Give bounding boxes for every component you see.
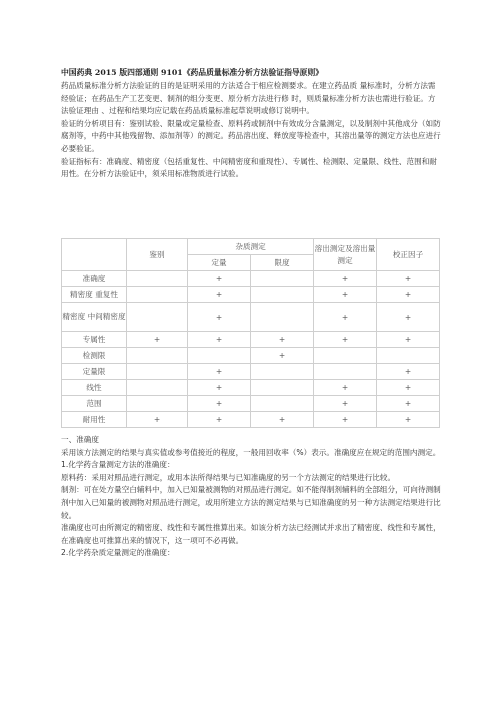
table-cell: + [377,303,440,332]
row-label: 耐用性 [62,412,127,428]
table-cell [377,348,440,364]
raw-material-text: 原料药：采用对照品进行测定，或用本法所得结果与已知准确度的另一个方法测定的结果进行比较。 [61,472,396,482]
table-cell [251,380,314,396]
table-cell: + [188,303,251,332]
table-cell [127,364,188,380]
table-cell [251,396,314,412]
table-cell: + [314,287,377,303]
section-heading: 一、准确度 [61,435,99,444]
subsection-heading-1: 1.化学药含量测定方法的准确度： [61,460,175,470]
preparation-text: 制剂：可在处方量空白辅料中，加入已知量被测物的对照品进行测定。如不能得制剂辅料的全部组分，可向待测制剂中加入已知量的被测物对照品进行测定，或用所建立方法的测定结果与已知准确度的另一种方法测定结果进行比较。 [61,485,441,520]
table-cell [127,303,188,332]
subsection-heading-2: 2.化学药杂质定量测定的准确度： [61,548,175,558]
row-label: 专属性 [62,332,127,348]
table-cell [251,364,314,380]
accuracy-definition: 采用该方法测定的结果与真实值或参考值接近的程度，一般用回收率（%）表示。准确度应在规定的范围内测定。 [61,447,441,457]
table-cell [127,396,188,412]
table-cell: + [188,412,251,428]
table-cell: + [377,412,440,428]
table-cell: + [377,332,440,348]
table-cell: + [127,412,188,428]
table-cell: + [377,287,440,303]
row-label: 精密度 重复性 [62,287,127,303]
accuracy-note: 准确度也可由所测定的精密度、线性和专属性推算出来。如该分析方法已经测试并求出了精密度、线性和专属性，在准确度也可推算出来的情况下，这一项可不必再做。 [61,523,441,545]
table-cell: + [314,396,377,412]
table-body [62,271,440,428]
table-row [62,396,440,412]
table-cell: + [127,332,188,348]
row-label: 线性 [62,380,127,396]
intro-paragraph-3: 验证指标有：准确度、精密度（包括重复性、中间精密度和重现性）、专属性、检测限、定量限、线性、范围和耐用性。在分析方法验证中，须采用标准物质进行试验。 [61,156,437,179]
table-cell [251,271,314,287]
table-cell [314,364,377,380]
table-row [62,303,440,332]
table-corner-cell [62,239,127,271]
table-cell: + [377,271,440,287]
table-cell: + [377,396,440,412]
validation-matrix-table [61,238,440,428]
intro-paragraph-2: 验证的分析项目有：鉴别试验、限量或定量检查、原料药或制剂中有效成分含量测定，以及制剂中其他成分（如防腐剂等，中药中其他残留物、添加剂等）的测定。药品溶出度、释放度等检查中，其溶出量等的测定方法也应进行必要验证。 [61,118,441,153]
table-cell: + [314,271,377,287]
table-cell: + [251,412,314,428]
table-row [62,271,440,287]
table-cell: + [188,332,251,348]
table-cell: + [251,332,314,348]
table-cell: + [188,271,251,287]
table-cell [127,380,188,396]
table-row [62,348,440,364]
table-cell: + [188,396,251,412]
table-row [62,412,440,428]
table-row [62,364,440,380]
table-cell: + [314,303,377,332]
table-cell: + [314,412,377,428]
table-row [62,380,440,396]
header-correction-factor: 校正因子 [377,239,440,271]
table-row [62,287,440,303]
accuracy-section [61,434,441,560]
table-cell [314,348,377,364]
table-cell: + [188,364,251,380]
table-cell [188,348,251,364]
header-dissolution: 溶出测定及溶出量测定 [314,239,377,271]
table-cell: + [251,348,314,364]
table-cell: + [188,380,251,396]
table-cell [251,287,314,303]
header-impurity: 杂质测定 [188,239,314,255]
table-cell [127,287,188,303]
table-cell: + [377,380,440,396]
table-cell: + [314,332,377,348]
header-identification: 鉴别 [127,239,188,271]
table-row [62,332,440,348]
table-cell: + [377,364,440,380]
row-label: 检测限 [62,348,127,364]
row-label: 定量限 [62,364,127,380]
table-cell: + [188,287,251,303]
row-label: 范围 [62,396,127,412]
document-title: 中国药典 2015 版四部通则 9101《药品质量标准分析方法验证指导原则》 [61,68,324,77]
table-cell: + [314,380,377,396]
intro-paragraph-1: 药品质量标准分析方法验证的目的是证明采用的方法适合于相应检测要求。在建立药品质 量标准时，分析方法需经验证；在药品生产工艺变更、制剂的组分变更、原分析方法进行修 时，则质量标准分析方法也需进行验证。方法验证理由 、过程和结果均应记载在药品质量标准起草说明或修订说明中。 [61,81,436,116]
table-cell [251,303,314,332]
row-label: 精密度 中间精密度 [62,303,127,332]
table-cell [127,271,188,287]
table-header-row [62,239,440,255]
header-quantitative: 定量 [188,255,251,271]
row-label: 准确度 [62,271,127,287]
intro-section [61,80,441,181]
table-cell [127,348,188,364]
header-limit: 限度 [251,255,314,271]
